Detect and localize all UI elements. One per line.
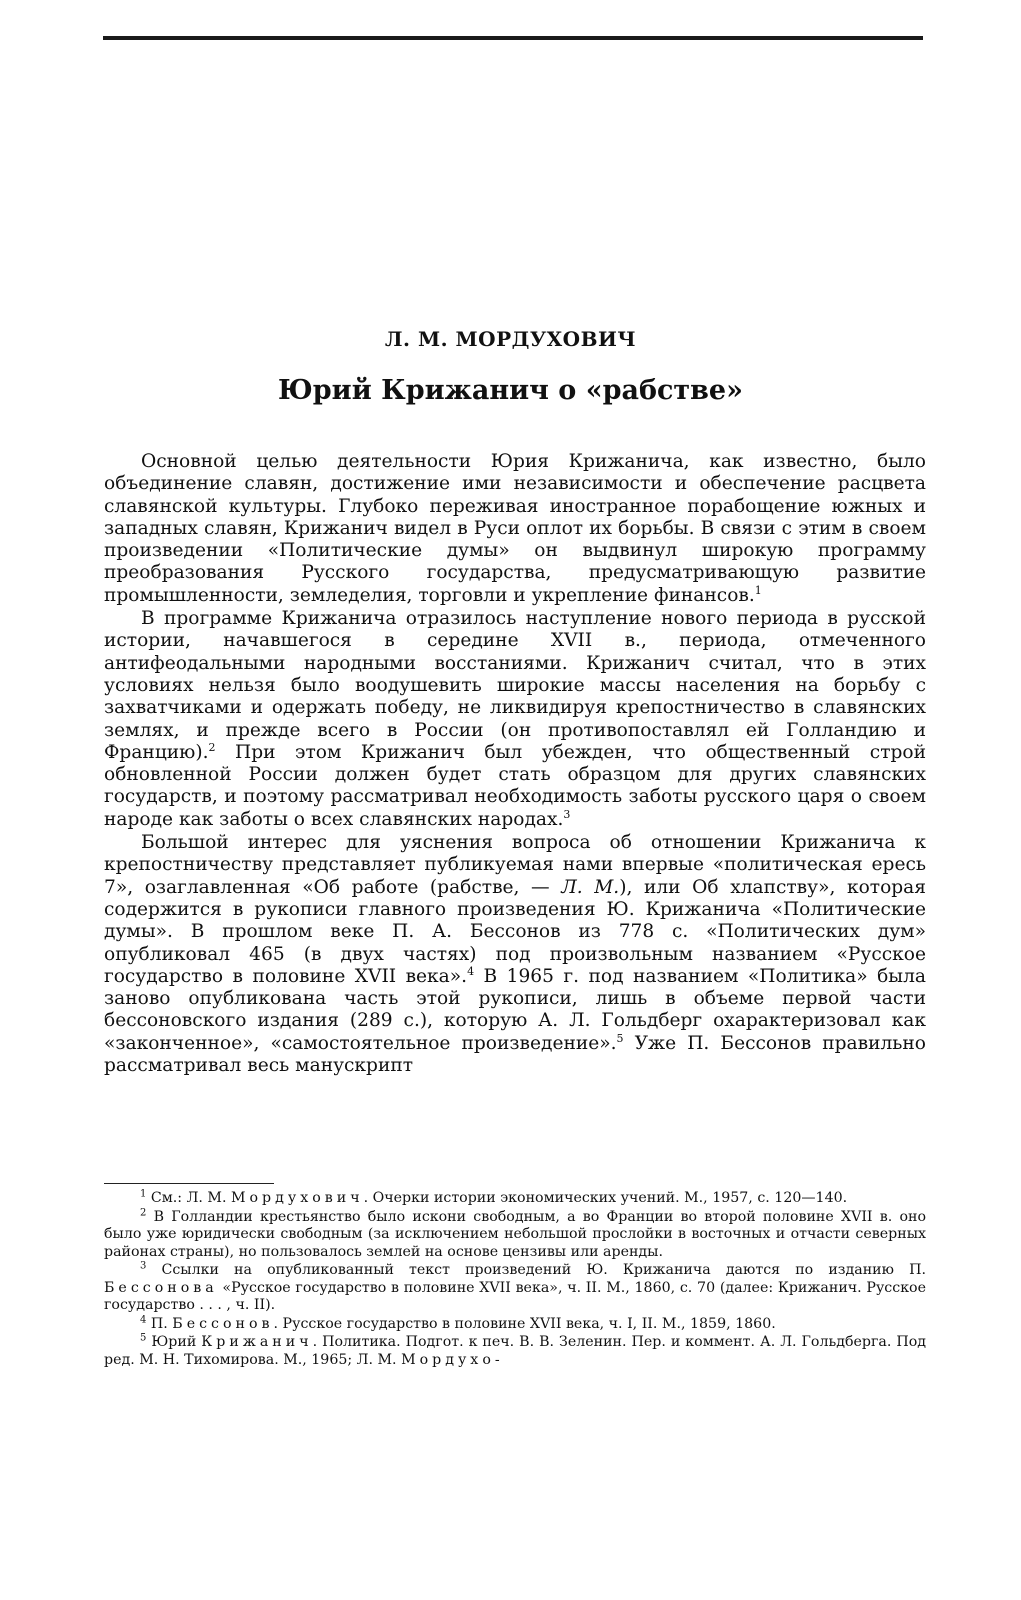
article-title: Юрий Крижанич о «рабстве» <box>278 375 743 406</box>
footnote-ref-1: 1 <box>754 583 762 597</box>
footnote-2: $^2$ В Голландии крестьянство было искони свободным, а во Франции во второй половине XVII в. оно было уже юридически свободным (за исключением небольшой прослойки в восточных и отчасти северных районах страны), но пользовалось землей на основе цензивы или аренды. <box>104 1206 926 1260</box>
footnote-ref-4: 4 <box>467 964 475 978</box>
footnote-ref-2: 2 <box>208 740 216 754</box>
footnote-ref-3: 3 <box>563 807 571 821</box>
footnote-5: $^5$ Юрий Крижанич. Политика. Подгот. к печ. В. В. Зеленин. Пер. и коммент. А. Л. Гольдберга. Под ред. М. Н. Тихомирова. М., 1965; Л. М. Мордухо- <box>104 1332 926 1368</box>
footnote-4: $^4$ П. Бессонов. Русское государство в половине XVII века, ч. I, II. М., 1859, 1860. <box>140 1313 776 1332</box>
paragraph-1: Основной целью деятельности Юрия Крижанича, как известно, было объединение славян, достижение ими независимости и обеспечение расцвета славянской культуры. Глубоко переживая иностранное порабощение южных и западных славян, Крижанич видел в Руси оплот их борьбы. В связи с этим в своем произведении «Политические думы» он выдвинул широкую программу преобразования Русского государства, предусматривающую развитие промышленности, земледелия, торговли и укрепление финансов.$^1$ <box>104 451 926 606</box>
footnote-ref-5: 5 <box>616 1031 624 1045</box>
top-rule <box>103 36 923 40</box>
footnotes <box>104 1190 926 1370</box>
article-body <box>104 451 926 1077</box>
author-name: Л. М. МОРДУХОВИЧ <box>384 327 637 351</box>
footnote-rule <box>104 1183 274 1184</box>
paragraph-2: В программе Крижанича отразилось наступление нового периода в русской истории, начавшегося в середине XVII в., периода, отмеченного антифеодальными народными восстаниями. Крижанич считал, что в этих условиях нельзя было воодушевить широкие массы населения на борьбу с захватчиками и одержать победу, не ликвидируя крепостничество в славянских землях, и прежде всего в России (он противопоставлял ей Голландию и Францию).$^2$ При этом Крижанич был убежден, что общественный строй обновленной России должен будет стать образцом для других славянских государств, и поэтому рассматривал необходимость заботы русского царя о своем народе как заботы о всех славянских народах.$^3$ <box>104 608 926 830</box>
footnote-3: $^3$ Ссылки на опубликованный текст произведений Ю. Крижанича даются по изданию П. Бессонова «Русское государство в половине XVII века», ч. II. М., 1860, с. 70 (далее: Крижанич. Русское государство . . . , ч. II). <box>104 1260 926 1313</box>
footnote-1: $^1$ См.: Л. М. Мордухович. Очерки истории экономических учений. М., 1957, с. 120—140. <box>140 1188 848 1206</box>
paragraph-3: Большой интерес для уяснения вопроса об отношении Крижанича к крепостничеству представляет публикуемая нами впервые «политическая ересь 7», озаглавленная «Об работе (рабстве, — Л. М.), или Об хлапству», которая содержится в рукописи главного произведения Ю. Крижанича «Политические думы». В прошлом веке П. А. Бессонов из 778 с. «Политических дум» опубликовал 465 (в двух частях) под произвольным названием «Русское государство в половине XVII века».$^4$ В 1965 г. под названием «Политика» была заново опубликована часть этой рукописи, лишь в объеме первой части бессоновского издания (289 с.), которую А. Л. Гольдберг охарактеризовал как «законченное», «самостоятельное произведение».$^5$ Уже П. Бессонов правильно рассматривал весь манускрипт <box>104 832 926 1077</box>
